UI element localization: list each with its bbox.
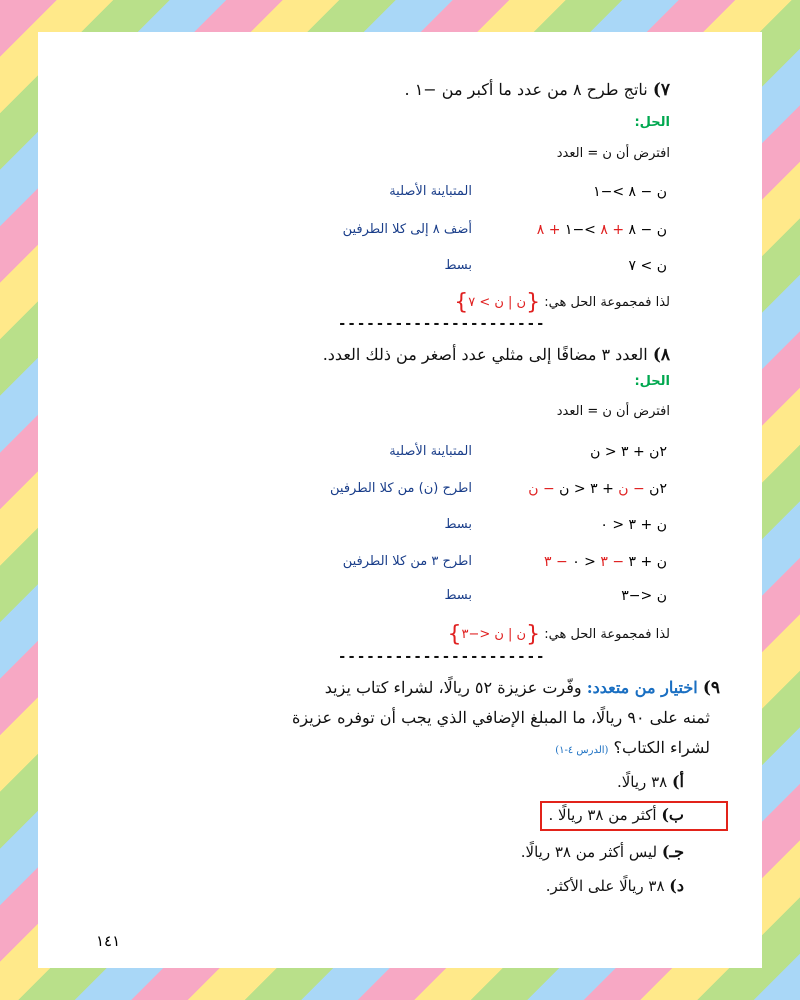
q8-step-2-note: اطرح (ن) من كلا الطرفين [330,481,472,496]
question-7-number: ٧) [652,80,670,100]
q8-step-2: ٢ن − ن + ٣ < ن − ن [528,481,667,497]
q7-step-2-note: أضف ٨ إلى كلا الطرفين [342,222,472,237]
option-b[interactable]: ب) أكثر من ٣٨ ريالًا . [548,805,684,824]
q7-assume: افترض أن ن = العدد [556,146,670,161]
q8-solution-set: ن | ن <−٣ [461,627,527,642]
question-9-line-1: ٩) اختيار من متعدد: وفّرت عزيزة ٥٢ ريالًا، لشراء كتاب يزيد [324,678,720,698]
option-c[interactable]: جـ) ليس أكثر من ٣٨ ريالًا. [520,842,684,861]
q8-step-1-note: المتباينة الأصلية [389,444,472,459]
question-9-line-3: لشراء الكتاب؟ (الدرس ٤-١) [555,738,710,757]
q8-step-5: ن <−٣ [621,588,667,604]
question-7 [405,80,670,100]
question-9-line-2: ثمنه على ٩٠ ريالًا، ما المبلغ الإضافي الذي يجب أن توفره عزيزة [292,708,710,727]
q7-solution-label: الحل: [634,115,670,130]
q7-step-3: ن > ٧ [628,258,667,274]
question-8-text: العدد ٣ مضافًا إلى مثلي عدد أصغر من ذلك العدد. [322,345,648,364]
q8-step-1: ٢ن + ٣ < ن [590,444,667,460]
q8-assume: افترض أن ن = العدد [556,404,670,419]
q8-conclusion: لذا فمجموعة الحل هي: {ن | ن <−٣} [447,622,670,647]
question-7-text: ناتج طرح ٨ من عدد ما أكبر من −١ . [404,80,648,99]
q7-step-3-note: بسط [444,258,472,273]
q8-step-3: ن + ٣ < ٠ [600,517,667,533]
question-8 [323,345,670,365]
q8-step-5-note: بسط [444,588,472,603]
q7-step-1: ن − ٨ >−١ [593,184,667,200]
page-sheet [38,32,762,968]
q7-step-1-note: المتباينة الأصلية [389,184,472,199]
q8-solution-label: الحل: [634,374,670,389]
page-number: ١٤١ [96,932,121,950]
q8-step-3-note: بسط [444,517,472,532]
divider-1: ---------------------- [338,316,546,332]
question-9-number: ٩) [702,678,720,698]
q8-step-4: ن + ٣ − ٣ < ٠ − ٣ [544,554,667,570]
question-8-number: ٨) [652,345,670,365]
divider-2: ---------------------- [338,649,546,665]
option-d[interactable]: د) ٣٨ ريالًا على الأكثر. [545,876,684,895]
q7-solution-set: ن | ن > ٧ [468,295,527,310]
multiple-choice-label: اختيار من متعدد: [586,678,698,697]
q7-step-2: ن − ٨ + ٨ >−١ + ٨ [536,222,667,238]
q8-step-4-note: اطرح ٣ من كلا الطرفين [342,554,472,569]
lesson-reference: (الدرس ٤-١) [555,745,609,756]
option-a[interactable]: أ) ٣٨ ريالًا. [616,772,684,791]
q7-conclusion: لذا فمجموعة الحل هي: {ن | ن > ٧} [454,290,670,315]
